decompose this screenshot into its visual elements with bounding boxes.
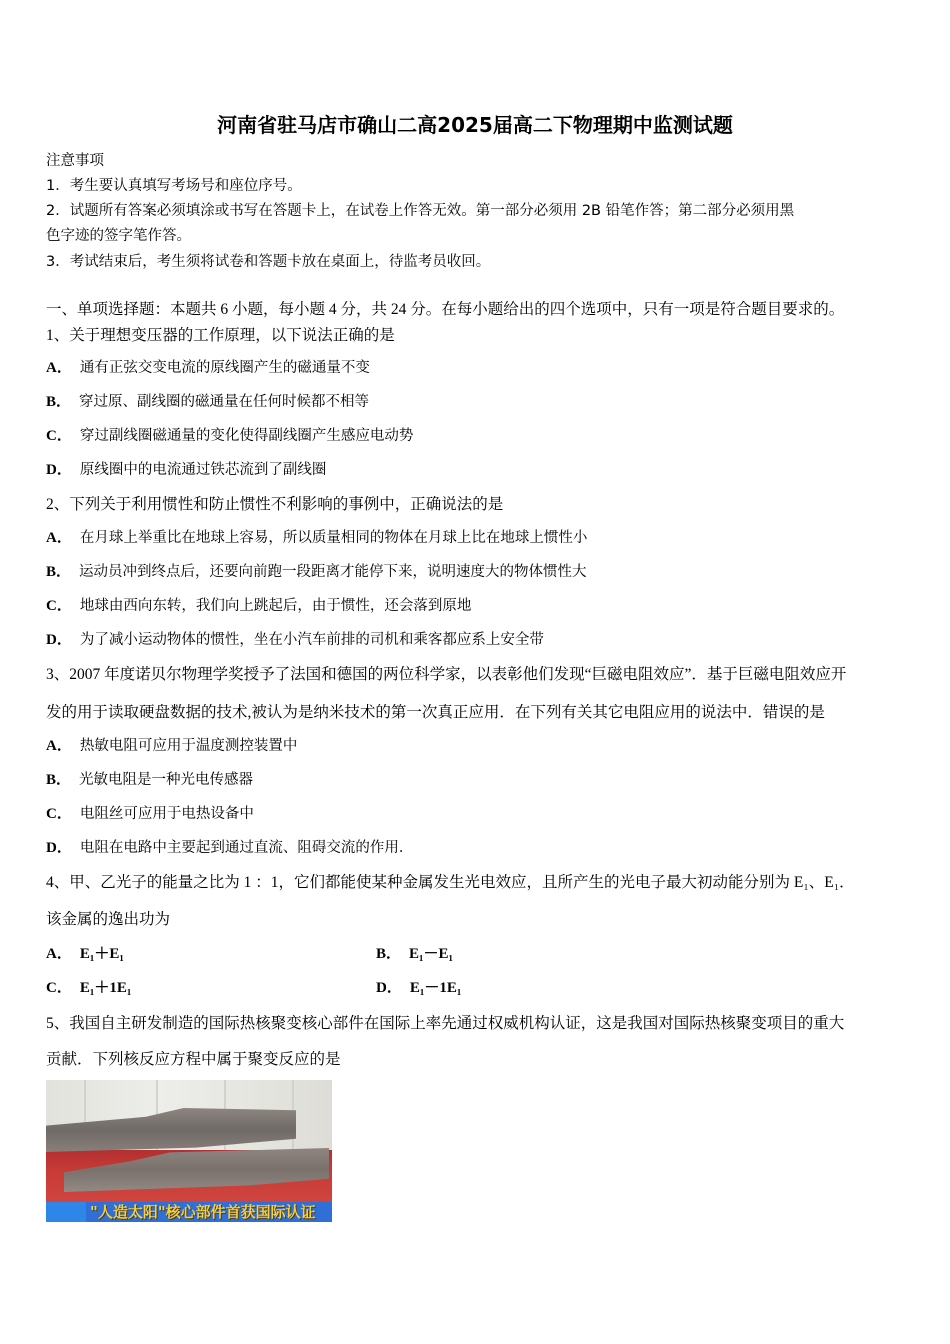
option-letter: A． — [46, 360, 72, 376]
option-text: 在月球上举重比在地球上容易，所以质量相同的物体在月球上比在地球上惯性小 — [79, 530, 588, 546]
option-letter: C． — [46, 428, 72, 444]
option-letter: B． — [46, 772, 72, 788]
option-text: 原线圈中的电流通过铁芯流到了副线圈 — [79, 462, 327, 478]
option-letter: A． — [46, 738, 72, 754]
option-letter: B． — [46, 394, 72, 410]
question-5-stem-continued: 贡献．下列核反应方程中属于聚变反应的是 — [46, 1051, 341, 1068]
option-letter: D． — [376, 980, 402, 996]
option-text: 运动员冲到终点后，还要向前跑一段距离才能停下来，说明速度大的物体惯性大 — [79, 564, 587, 580]
option-letter: B． — [376, 946, 402, 962]
option-text: 为了减小运动物体的惯性，坐在小汽车前排的司机和乘客都应系上安全带 — [79, 632, 544, 648]
question-4-option-a — [46, 943, 124, 965]
notice-heading: 注意事项 — [46, 153, 104, 169]
option-letter: D． — [46, 632, 72, 648]
question-4-option-d — [376, 977, 461, 999]
question-1-option-a — [46, 357, 370, 379]
question-1-stem: 1、关于理想变压器的工作原理，以下说法正确的是 — [46, 327, 395, 344]
fusion-component-photo — [46, 1080, 332, 1222]
question-2-option-b — [46, 561, 587, 583]
option-formula: E₁＋E₁ — [79, 946, 124, 962]
option-text: 电阻在电路中主要起到通过直流、阻碍交流的作用． — [79, 840, 414, 856]
notice-item-continued: 色字迹的签字笔作答。 — [46, 228, 191, 244]
option-letter: A． — [46, 530, 72, 546]
question-3-option-d — [46, 837, 413, 859]
option-letter: C． — [46, 806, 72, 822]
notice-item: 1．考生要认真填写考场号和座位序号。 — [46, 178, 302, 194]
question-3-stem: 3、2007 年度诺贝尔物理学奖授予了法国和德国的两位科学家，以表彰他们发现“巨磁电阻效应”．基于巨磁电阻效应开 — [46, 666, 847, 683]
question-4-option-c — [46, 977, 131, 999]
question-1-option-d — [46, 459, 326, 481]
question-1-option-b — [46, 391, 369, 413]
option-formula: E₁＋1E₁ — [79, 980, 132, 996]
option-text: 地球由西向东转，我们向上跳起后，由于惯性，还会落到原地 — [79, 598, 472, 614]
option-letter: D． — [46, 462, 72, 478]
notice-item: 3．考试结束后，考生须将试卷和答题卡放在桌面上，待监考员收回。 — [46, 254, 491, 270]
option-letter: D． — [46, 840, 72, 856]
option-formula: E₁－E₁ — [409, 946, 454, 962]
question-5-stem: 5、我国自主研发制造的国际热核聚变核心部件在国际上率先通过权威机构认证，这是我国对国际热核聚变项目的重大 — [46, 1015, 845, 1032]
option-text: 电阻丝可应用于电热设备中 — [79, 806, 254, 822]
question-3-option-b — [46, 769, 253, 791]
option-text: 光敏电阻是一种光电传感器 — [79, 772, 254, 788]
option-letter: B． — [46, 564, 72, 580]
option-formula: E₁－1E₁ — [409, 980, 462, 996]
option-text: 穿过原、副线圈的磁通量在任何时候都不相等 — [79, 394, 370, 410]
section-heading: 一、单项选择题：本题共 6 小题，每小题 4 分，共 24 分。在每小题给出的四个选项中，只有一项是符合题目要求的。 — [46, 301, 845, 318]
option-letter: A． — [46, 946, 72, 962]
notice-item: 2．试题所有答案必须填涂或书写在答题卡上，在试卷上作答无效。第一部分必须用 2B 铅笔作答；第二部分必须用黑 — [46, 203, 795, 219]
option-letter: C． — [46, 980, 72, 996]
question-4-stem: 4、甲、乙光子的能量之比为 1 ：1，它们都能使某种金属发生光电效应，且所产生的光电子最大初动能分别为 E₁、E₁． — [46, 874, 855, 891]
question-2-option-c — [46, 595, 471, 617]
option-letter: C． — [46, 598, 72, 614]
option-text: 热敏电阻可应用于温度测控装置中 — [79, 738, 298, 754]
page-title: 河南省驻马店市确山二高2025届高二下物理期中监测试题 — [217, 113, 733, 137]
option-text: 通有正弦交变电流的原线圈产生的磁通量不变 — [79, 360, 370, 376]
question-2-stem: 2、下列关于利用惯性和防止惯性不利影响的事例中，正确说法的是 — [46, 496, 504, 513]
question-4-option-b — [376, 943, 453, 965]
question-1-option-c — [46, 425, 413, 447]
question-2-option-a — [46, 527, 587, 549]
question-4-stem-continued: 该金属的逸出功为 — [46, 911, 171, 928]
option-text: 穿过副线圈磁通量的变化使得副线圈产生感应电动势 — [79, 428, 414, 444]
question-3-stem-continued: 发的用于读取硬盘数据的技术,被认为是纳米技术的第一次真正应用．在下列有关其它电阻应用的说法中．错误的是 — [46, 704, 825, 721]
question-3-option-a — [46, 735, 297, 757]
question-3-option-c — [46, 803, 254, 825]
photo-caption: "人造太阳"核心部件首获国际认证 — [90, 1203, 316, 1221]
photo-caption-bar — [46, 1202, 332, 1222]
question-2-option-d — [46, 629, 544, 651]
